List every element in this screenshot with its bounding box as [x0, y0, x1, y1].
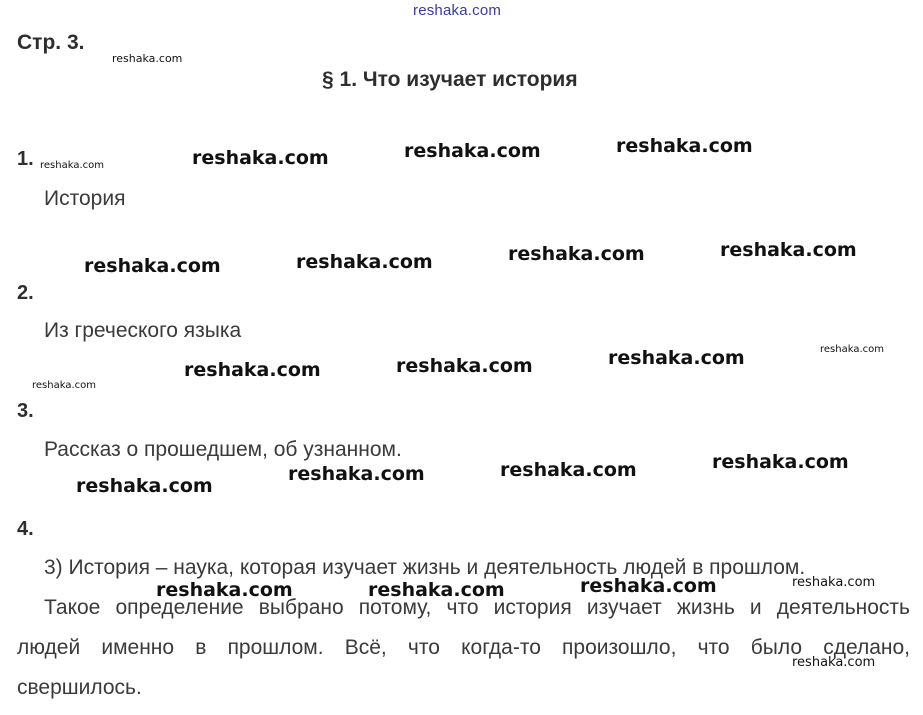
watermark: reshaka.com [500, 459, 637, 481]
answer-3: Рассказ о прошедшем, об узнанном. [44, 438, 402, 461]
question-number-2: 2. [17, 282, 34, 304]
question-number-4: 4. [17, 518, 34, 540]
watermark: reshaka.com [608, 347, 745, 369]
section-title: § 1. Что изучает история [322, 68, 578, 91]
watermark: reshaka.com [32, 380, 96, 391]
watermark: reshaka.com [792, 575, 876, 590]
watermark: reshaka.com [580, 575, 717, 597]
answer-2: Из греческого языка [44, 319, 242, 342]
question-number-3: 3. [17, 400, 34, 422]
watermark: reshaka.com [820, 344, 884, 355]
watermark: reshaka.com [712, 451, 849, 473]
watermark: reshaka.com [112, 52, 183, 65]
watermark: reshaka.com [40, 160, 104, 171]
explanation-line-3: свершилось. [17, 676, 142, 699]
watermark: reshaka.com [184, 359, 321, 381]
explanation-line-1: Такое определение выбрано потому, что история изучает жизнь и деятельность [44, 596, 910, 619]
watermark: reshaka.com [792, 655, 876, 670]
watermark: reshaka.com [156, 579, 293, 601]
page-label: Стр. 3. [17, 31, 85, 54]
question-number-1: 1. [17, 148, 34, 170]
watermark: reshaka.com [396, 355, 533, 377]
watermark: reshaka.com [288, 463, 425, 485]
watermark: reshaka.com [84, 255, 221, 277]
watermark: reshaka.com [296, 251, 433, 273]
watermark: reshaka.com [404, 140, 541, 162]
watermark: reshaka.com [76, 475, 213, 497]
explanation-line-2: людей именно в прошлом. Всё, что когда-то произошло, что было сделано, [17, 636, 910, 659]
watermark: reshaka.com [192, 147, 329, 169]
answer-4: 3) История – наука, которая изучает жизнь и деятельность людей в прошлом. [44, 556, 806, 579]
answer-1: История [44, 187, 126, 210]
watermark: reshaka.com [616, 135, 753, 157]
site-link[interactable]: reshaka.com [413, 2, 502, 19]
watermark: reshaka.com [508, 243, 645, 265]
watermark: reshaka.com [720, 239, 857, 261]
watermark: reshaka.com [368, 579, 505, 601]
